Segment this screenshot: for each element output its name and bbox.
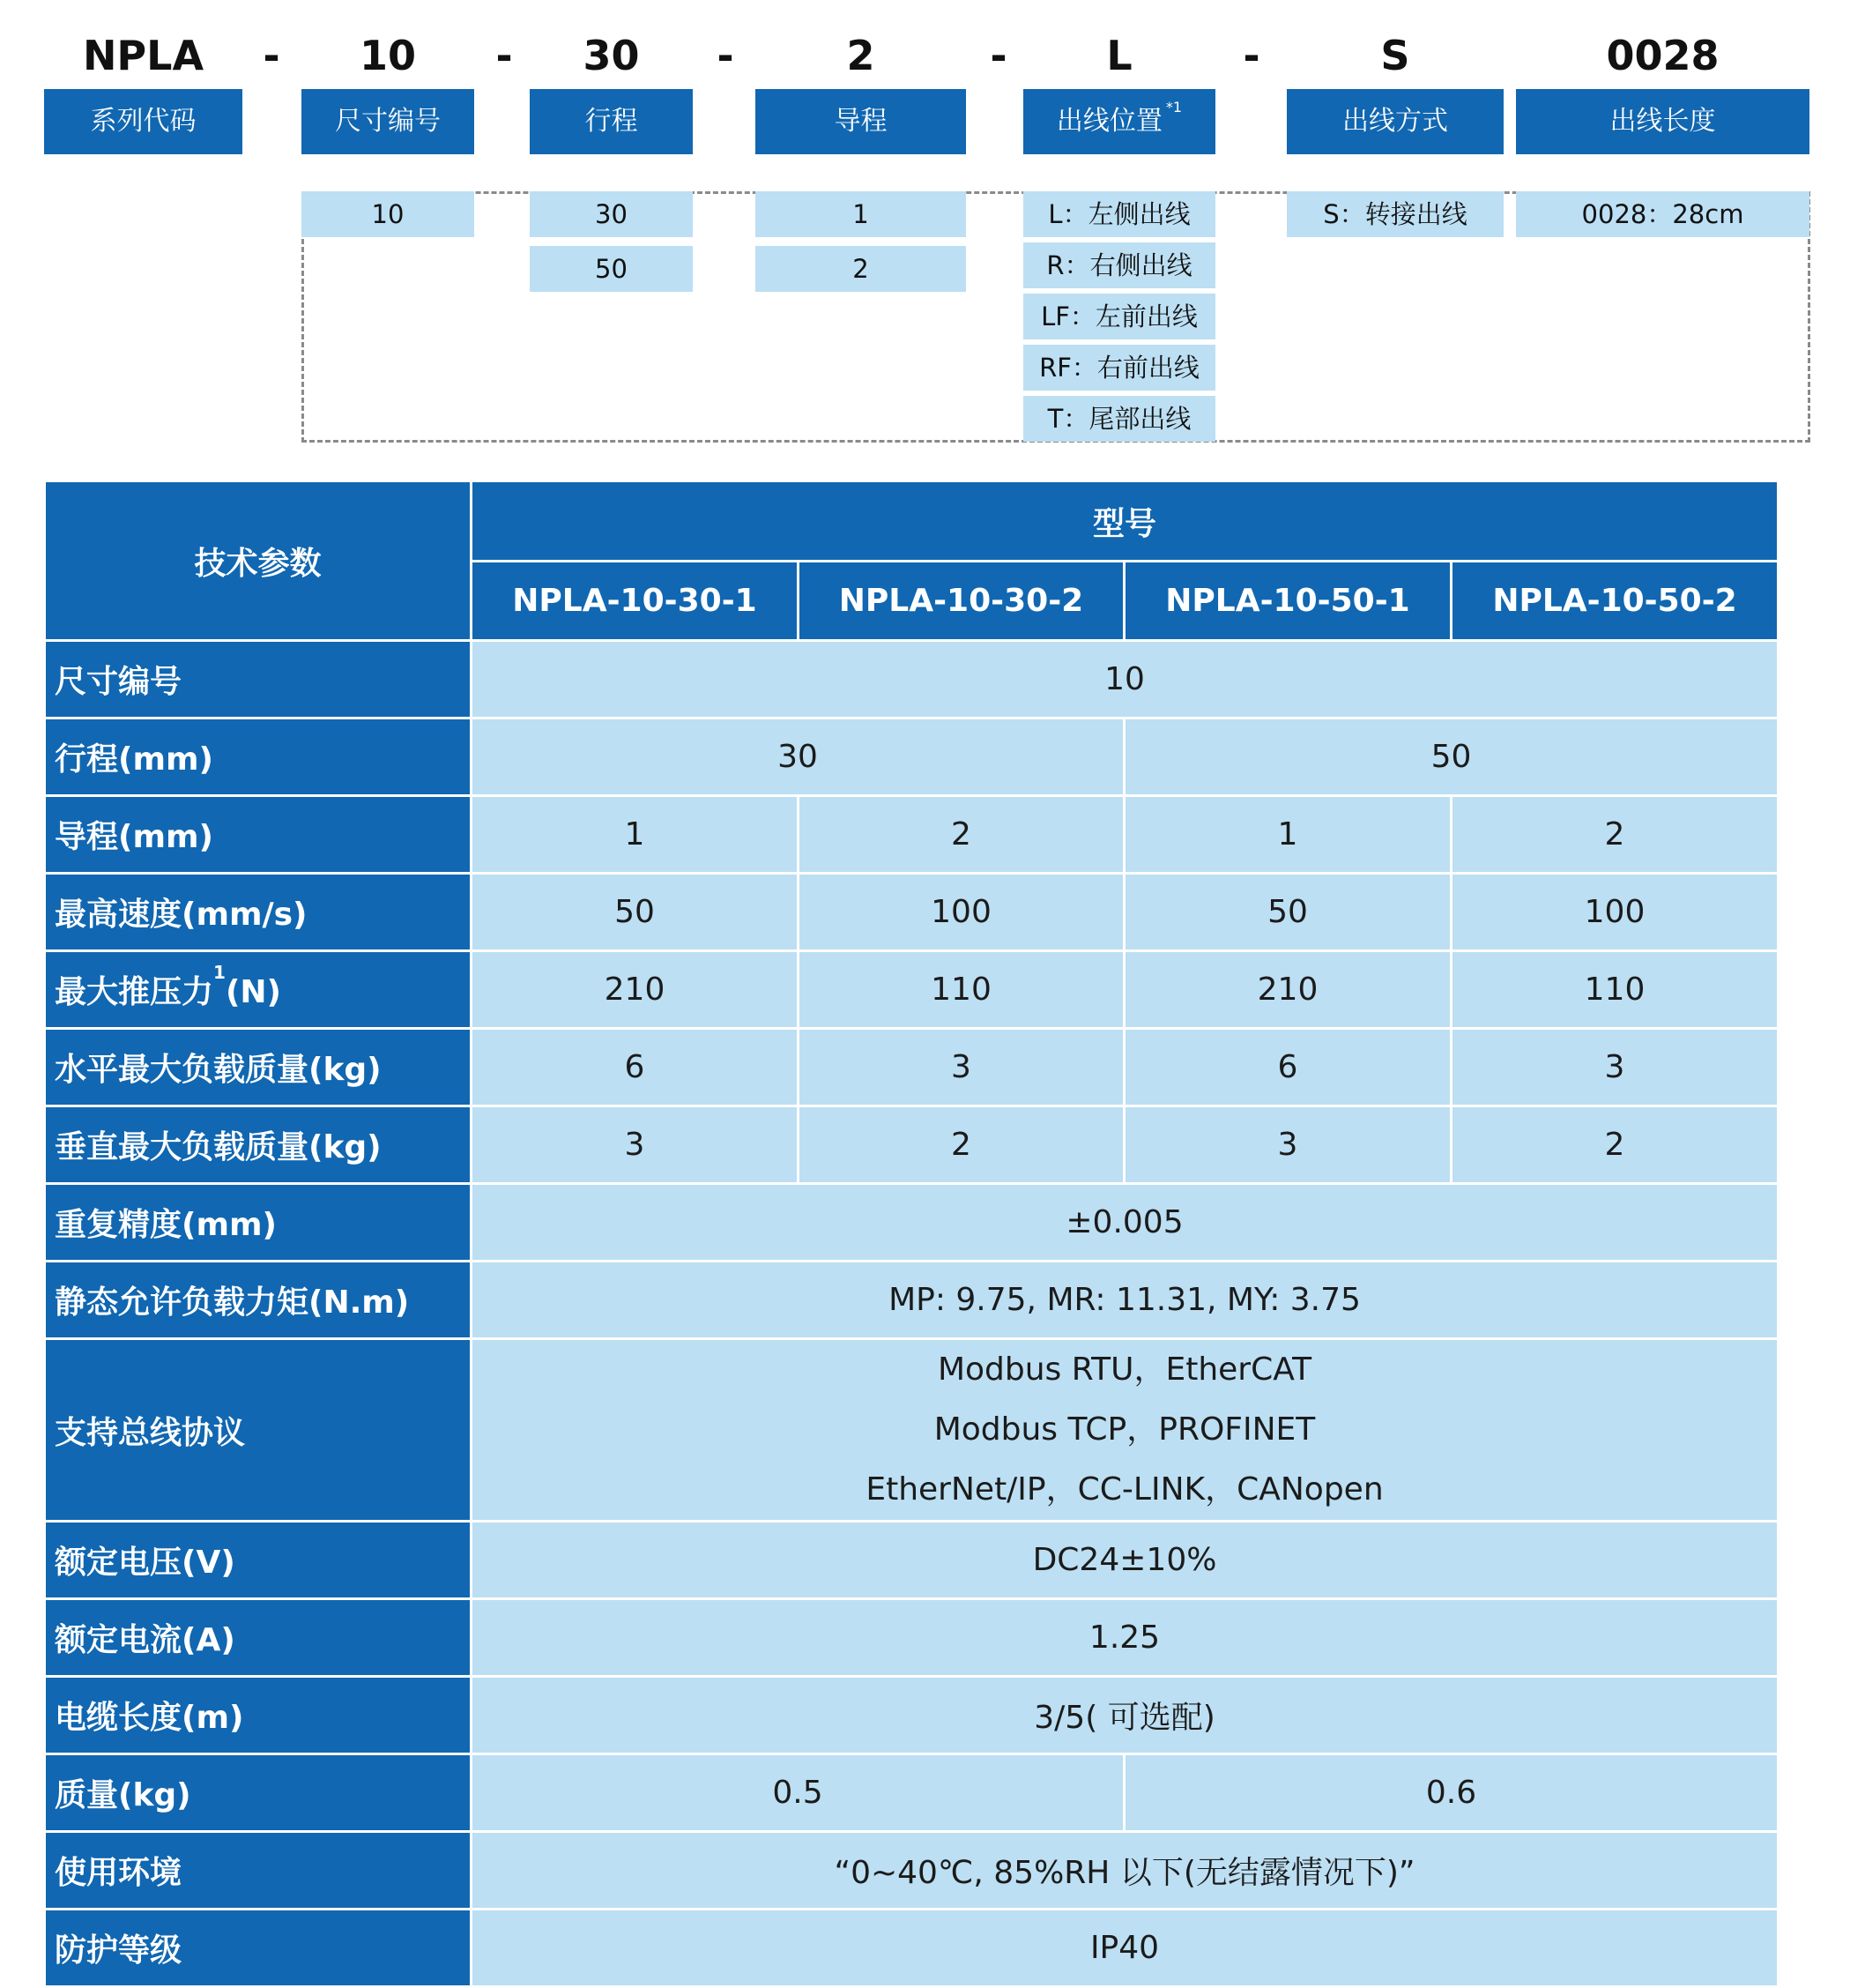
cell-value: 2 [799, 796, 1125, 874]
cell-value: 210 [1125, 951, 1452, 1029]
code-separator: - [1243, 32, 1260, 79]
row-label: 最大推压力$^1$(N) [45, 951, 472, 1029]
table-row [45, 874, 1779, 951]
model-name: NPLA-10-50-1 [1125, 562, 1452, 641]
row-label: 使用环境 [45, 1832, 472, 1910]
cell-value: 50 [1125, 874, 1452, 951]
cell-value: “0~40℃, 85%RH 以下(无结露情况下)” [472, 1832, 1779, 1910]
table-row [45, 1106, 1779, 1184]
cell-value: 100 [799, 874, 1125, 951]
cell-value: 50 [1125, 719, 1779, 796]
table-row [45, 1910, 1779, 1987]
table-row [45, 1262, 1779, 1339]
code-size: 10 [359, 32, 416, 79]
label-series-code: 系列代码 [44, 89, 242, 154]
option-lead: 1 [755, 191, 966, 237]
row-label: 额定电流(A) [45, 1599, 472, 1677]
option-outlet-method: S：转接出线 [1287, 191, 1504, 237]
code-separator: - [263, 32, 280, 79]
cell-value: 2 [1452, 1106, 1779, 1184]
param-header: 技术参数 [45, 481, 472, 641]
option-lead: 2 [755, 246, 966, 292]
cell-value: 100 [1452, 874, 1779, 951]
protocol-line: Modbus RTU，EtherCAT [937, 1351, 1312, 1388]
row-label: 防护等级 [45, 1910, 472, 1987]
option-outlet-position: L：左侧出线 [1023, 191, 1215, 237]
code-outlet-position: L [1106, 32, 1133, 79]
cell-value: 110 [799, 951, 1125, 1029]
code-cable-length: 0028 [1606, 32, 1720, 79]
code-series: NPLA [82, 32, 204, 79]
model-name: NPLA-10-50-2 [1452, 562, 1779, 641]
row-label: 垂直最大负载质量(kg) [45, 1106, 472, 1184]
cell-value: 6 [1125, 1029, 1452, 1106]
code-separator: - [990, 32, 1007, 79]
row-label: 最高速度(mm/s) [45, 874, 472, 951]
cell-value: DC24±10% [472, 1522, 1779, 1599]
row-label: 额定电压(V) [45, 1522, 472, 1599]
cell-value: IP40 [472, 1910, 1779, 1987]
code-outlet-method: S [1380, 32, 1410, 79]
cell-value: 10 [472, 641, 1779, 719]
option-outlet-position: LF：左前出线 [1023, 294, 1215, 339]
model-name: NPLA-10-30-1 [472, 562, 799, 641]
table-row [45, 1339, 1779, 1522]
label-size-number: 尺寸编号 [301, 89, 474, 154]
cell-value: 50 [472, 874, 799, 951]
option-outlet-position: RF：右前出线 [1023, 345, 1215, 391]
label-outlet-position: 出线位置 $^{*1}$ [1023, 89, 1215, 154]
protocol-line: EtherNet/IP，CC-LINK，CANopen [866, 1471, 1384, 1508]
label-stroke: 行程 [530, 89, 693, 154]
cell-value: MP: 9.75, MR: 11.31, MY: 3.75 [472, 1262, 1779, 1339]
row-label: 质量(kg) [45, 1754, 472, 1832]
option-stroke: 30 [530, 191, 693, 237]
cell-value: 0.5 [472, 1754, 1125, 1832]
table-row [45, 1754, 1779, 1832]
cell-value: 1.25 [472, 1599, 1779, 1677]
spec-table [43, 480, 1779, 1988]
row-label: 尺寸编号 [45, 641, 472, 719]
label-outlet-method: 出线方式 [1287, 89, 1504, 154]
table-row [45, 1522, 1779, 1599]
option-size: 10 [301, 191, 474, 237]
row-label: 电缆长度(m) [45, 1677, 472, 1754]
label-cable-length: 出线长度 [1516, 89, 1809, 154]
cell-value: 210 [472, 951, 799, 1029]
cell-value: 1 [1125, 796, 1452, 874]
option-stroke: 50 [530, 246, 693, 292]
cell-value: 3 [1452, 1029, 1779, 1106]
code-lead: 2 [846, 32, 875, 79]
row-label: 行程(mm) [45, 719, 472, 796]
model-name: NPLA-10-30-2 [799, 562, 1125, 641]
cell-value: 30 [472, 719, 1125, 796]
table-row [45, 951, 1779, 1029]
cell-value: 2 [1452, 796, 1779, 874]
table-row [45, 1184, 1779, 1262]
cell-value: ±0.005 [472, 1184, 1779, 1262]
cell-value [472, 1339, 1779, 1522]
cell-value: 110 [1452, 951, 1779, 1029]
table-row [45, 796, 1779, 874]
model-header: 型号 [472, 481, 1779, 562]
code-separator: - [717, 32, 734, 79]
table-row [45, 1029, 1779, 1106]
option-outlet-position: R：右侧出线 [1023, 242, 1215, 288]
footnote-marker: *1 [1165, 99, 1183, 115]
cell-value: 3 [799, 1029, 1125, 1106]
label-lead: 导程 [755, 89, 966, 154]
cell-value: 3/5( 可选配) [472, 1677, 1779, 1754]
cell-value: 6 [472, 1029, 799, 1106]
row-label: 静态允许负载力矩(N.m) [45, 1262, 472, 1339]
code-separator: - [495, 32, 513, 79]
protocol-line: Modbus TCP，PROFINET [933, 1411, 1316, 1448]
table-row [45, 1677, 1779, 1754]
table-row [45, 641, 1779, 719]
row-label: 导程(mm) [45, 796, 472, 874]
table-row [45, 1832, 1779, 1910]
row-label: 支持总线协议 [45, 1339, 472, 1522]
row-label: 水平最大负载质量(kg) [45, 1029, 472, 1106]
table-row [45, 1599, 1779, 1677]
cell-value: 3 [1125, 1106, 1452, 1184]
option-cable-length: 0028：28cm [1516, 191, 1809, 237]
cell-value: 2 [799, 1106, 1125, 1184]
option-outlet-position: T：尾部出线 [1023, 396, 1215, 442]
cell-value: 3 [472, 1106, 799, 1184]
row-label: 重复精度(mm) [45, 1184, 472, 1262]
table-row [45, 719, 1779, 796]
footnote-marker: 1 [213, 962, 226, 983]
cell-value: 0.6 [1125, 1754, 1779, 1832]
code-stroke: 30 [583, 32, 640, 79]
cell-value: 1 [472, 796, 799, 874]
